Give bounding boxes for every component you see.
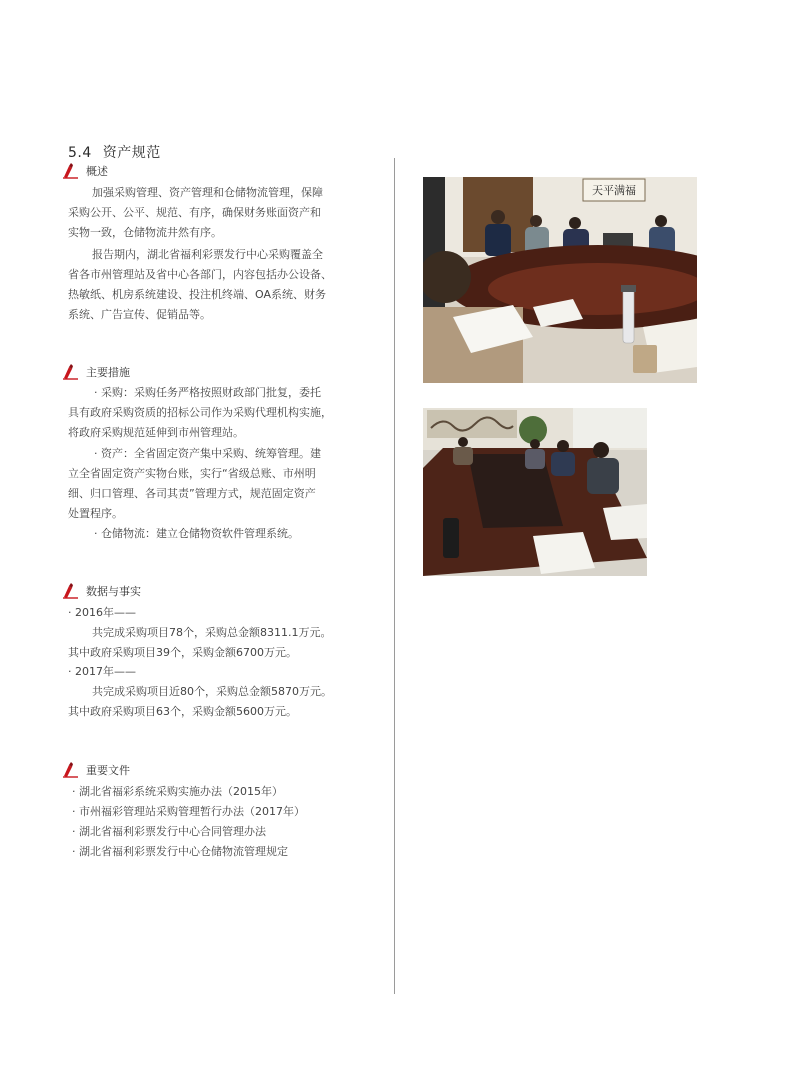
document-item: · 湖北省福彩系统采购实施办法（2015年） — [72, 785, 283, 798]
facts-heading — [62, 583, 141, 599]
measure-line: 细、归口管理、各司其责”管理方式，规范固定资产 — [68, 487, 316, 500]
measure-line: · 资产：全省固定资产集中采购、统筹管理。建 — [94, 447, 321, 460]
overview-line: 采购公开、公平、规范、有序，确保财务账面资产和 — [68, 206, 321, 219]
overview-line: 热敏纸、机房系统建设、投注机终端、OA系统、财务 — [68, 288, 326, 301]
facts-heading-label: 数据与事实 — [86, 585, 141, 598]
documents-heading-label: 重要文件 — [86, 764, 130, 777]
pen-icon — [62, 583, 80, 599]
measure-line: 将政府采购规范延伸到市州管理站。 — [68, 426, 244, 439]
section-title — [68, 142, 161, 162]
calligraphy-text: 天平满福 — [592, 184, 636, 197]
meeting-photo-1 — [423, 177, 697, 383]
measure-line: · 采购：采购任务严格按照财政部门批复，委托 — [94, 386, 321, 399]
fact-line: 共完成采购项目近80个，采购总金额5870万元。 — [92, 685, 332, 698]
overview-heading — [62, 163, 108, 179]
measures-heading-label: 主要措施 — [86, 366, 130, 379]
fact-line: 其中政府采购项目39个，采购金额6700万元。 — [68, 646, 297, 659]
fact-year-label: · 2017年—— — [68, 665, 136, 678]
fact-year-label: · 2016年—— — [68, 606, 136, 619]
measure-line: 处置程序。 — [68, 507, 123, 520]
fact-line: 共完成采购项目78个，采购总金额8311.1万元。 — [92, 626, 332, 639]
overview-line: 实物一致，仓储物流井然有序。 — [68, 226, 222, 239]
section-name: 资产规范 — [102, 145, 161, 161]
documents-heading — [62, 762, 130, 778]
pen-icon — [62, 163, 80, 179]
overview-line: 加强采购管理、资产管理和仓储物流管理，保障 — [92, 186, 323, 199]
pen-icon — [62, 364, 80, 380]
measure-line: 立全省固定资产实物台账，实行“省级总账、市州明 — [68, 467, 316, 480]
measure-line: 具有政府采购资质的招标公司作为采购代理机构实施， — [68, 406, 332, 419]
overview-heading-label: 概述 — [86, 165, 108, 178]
column-divider — [394, 158, 395, 994]
measure-line: · 仓储物流：建立仓储物资软件管理系统。 — [94, 527, 299, 540]
document-item: · 湖北省福利彩票发行中心仓储物流管理规定 — [72, 845, 288, 858]
pen-icon — [62, 762, 80, 778]
overview-line: 省各市州管理站及省中心各部门，内容包括办公设备、 — [68, 268, 332, 281]
document-item: · 市州福彩管理站采购管理暂行办法（2017年） — [72, 805, 305, 818]
document-item: · 湖北省福利彩票发行中心合同管理办法 — [72, 825, 266, 838]
overview-line: 系统、广告宣传、促销品等。 — [68, 308, 211, 321]
fact-line: 其中政府采购项目63个，采购金额5600万元。 — [68, 705, 297, 718]
meeting-photo-2 — [423, 408, 647, 576]
section-number: 5.4 — [68, 145, 92, 161]
overview-line: 报告期内，湖北省福利彩票发行中心采购覆盖全 — [92, 248, 323, 261]
measures-heading — [62, 364, 130, 380]
